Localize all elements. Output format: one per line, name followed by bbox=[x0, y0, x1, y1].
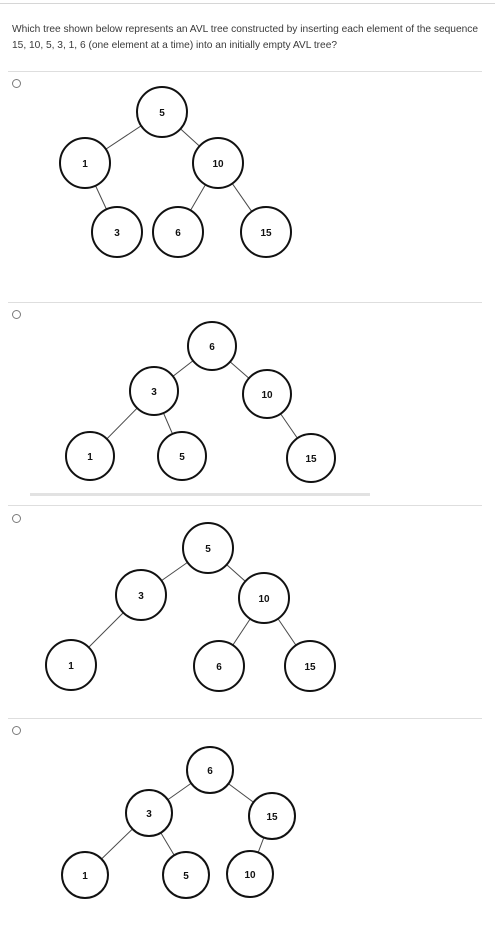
svg-text:10: 10 bbox=[212, 159, 224, 170]
option-divider bbox=[8, 71, 482, 72]
top-divider bbox=[0, 3, 495, 4]
tree-node bbox=[227, 851, 273, 897]
tree-node bbox=[194, 641, 244, 691]
tree-node bbox=[183, 523, 233, 573]
option-divider bbox=[8, 505, 482, 506]
svg-text:3: 3 bbox=[114, 228, 120, 239]
svg-text:1: 1 bbox=[68, 661, 74, 672]
tree-node bbox=[241, 207, 291, 257]
svg-text:1: 1 bbox=[87, 452, 93, 463]
tree-node bbox=[188, 322, 236, 370]
svg-text:3: 3 bbox=[151, 387, 157, 398]
tree-node bbox=[60, 138, 110, 188]
option-1-radio[interactable] bbox=[12, 79, 21, 88]
tree-node bbox=[243, 370, 291, 418]
svg-text:6: 6 bbox=[207, 766, 213, 777]
svg-text:5: 5 bbox=[179, 452, 185, 463]
tree-node bbox=[163, 852, 209, 898]
tree-node bbox=[239, 573, 289, 623]
tree-node bbox=[116, 570, 166, 620]
svg-text:1: 1 bbox=[82, 871, 88, 882]
option-2-radio[interactable] bbox=[12, 310, 21, 319]
svg-text:15: 15 bbox=[260, 228, 272, 239]
tree-node bbox=[153, 207, 203, 257]
option-divider bbox=[30, 493, 370, 496]
svg-text:15: 15 bbox=[304, 662, 316, 673]
svg-text:3: 3 bbox=[138, 591, 144, 602]
tree-node bbox=[187, 747, 233, 793]
svg-text:10: 10 bbox=[258, 594, 270, 605]
tree-node bbox=[158, 432, 206, 480]
svg-text:5: 5 bbox=[183, 871, 189, 882]
option-divider bbox=[8, 718, 482, 719]
tree-node bbox=[287, 434, 335, 482]
svg-text:6: 6 bbox=[216, 662, 222, 673]
tree-node bbox=[193, 138, 243, 188]
svg-text:1: 1 bbox=[82, 159, 88, 170]
option-2-tree bbox=[0, 320, 495, 490]
tree-node bbox=[126, 790, 172, 836]
tree-node bbox=[92, 207, 142, 257]
option-4-tree bbox=[0, 745, 495, 905]
option-1-tree bbox=[0, 88, 495, 268]
tree-node bbox=[62, 852, 108, 898]
tree-node bbox=[249, 793, 295, 839]
question-text: Which tree shown below represents an AVL tree constructed by inserting each element of the sequence 15, 10, 5, 3, 1, 6 (one element at a time) into an initially empty AVL tree? bbox=[12, 24, 479, 51]
tree-node bbox=[285, 641, 335, 691]
svg-text:15: 15 bbox=[266, 812, 278, 823]
svg-text:10: 10 bbox=[244, 870, 256, 881]
tree-node bbox=[46, 640, 96, 690]
svg-text:5: 5 bbox=[205, 544, 211, 555]
option-3-tree bbox=[0, 520, 495, 700]
tree-node bbox=[66, 432, 114, 480]
svg-text:3: 3 bbox=[146, 809, 152, 820]
svg-text:15: 15 bbox=[305, 454, 317, 465]
tree-node bbox=[130, 367, 178, 415]
option-4-radio[interactable] bbox=[12, 726, 21, 735]
svg-text:6: 6 bbox=[175, 228, 181, 239]
svg-text:10: 10 bbox=[261, 390, 273, 401]
svg-text:6: 6 bbox=[209, 342, 215, 353]
tree-node bbox=[137, 87, 187, 137]
svg-text:5: 5 bbox=[159, 108, 165, 119]
option-divider bbox=[8, 302, 482, 303]
